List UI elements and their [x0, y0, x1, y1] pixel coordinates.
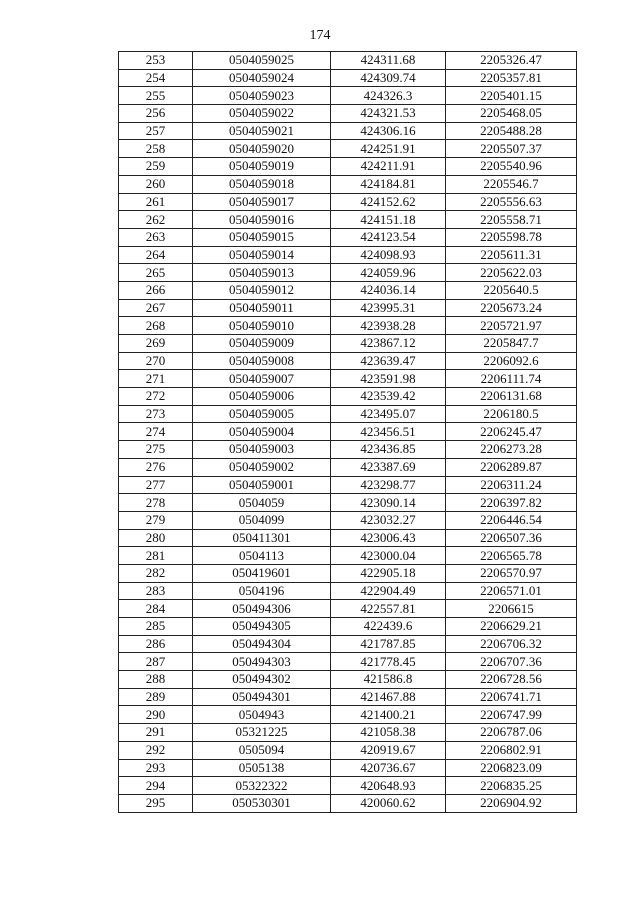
point-number-cell: 269: [119, 335, 193, 353]
point-number-cell: 264: [119, 246, 193, 264]
table-row: [119, 281, 577, 299]
point-code-cell: 0504059014: [193, 246, 331, 264]
y-coordinate-cell: 2206823.09: [446, 759, 577, 777]
table-row: [119, 458, 577, 476]
x-coordinate-cell: 423867.12: [331, 335, 446, 353]
x-coordinate-cell: 420060.62: [331, 794, 446, 812]
point-code-cell: 0504059012: [193, 281, 331, 299]
x-coordinate-cell: 423539.42: [331, 388, 446, 406]
point-number-cell: 270: [119, 352, 193, 370]
point-number-cell: 275: [119, 441, 193, 459]
y-coordinate-cell: 2205540.96: [446, 158, 577, 176]
x-coordinate-cell: 423456.51: [331, 423, 446, 441]
point-number-cell: 284: [119, 600, 193, 618]
point-number-cell: 261: [119, 193, 193, 211]
table-row: [119, 441, 577, 459]
point-number-cell: 280: [119, 529, 193, 547]
point-number-cell: 265: [119, 264, 193, 282]
table-row: [119, 193, 577, 211]
point-code-cell: 0504059024: [193, 69, 331, 87]
table-row: [119, 388, 577, 406]
x-coordinate-cell: 422905.18: [331, 564, 446, 582]
table-row: [119, 299, 577, 317]
point-number-cell: 288: [119, 671, 193, 689]
x-coordinate-cell: 420648.93: [331, 777, 446, 795]
table-row: [119, 476, 577, 494]
point-code-cell: 0504113: [193, 547, 331, 565]
y-coordinate-cell: 2206446.54: [446, 511, 577, 529]
point-code-cell: 0504059013: [193, 264, 331, 282]
x-coordinate-cell: 423006.43: [331, 529, 446, 547]
point-code-cell: 0504059010: [193, 317, 331, 335]
y-coordinate-cell: 2206835.25: [446, 777, 577, 795]
y-coordinate-cell: 2206245.47: [446, 423, 577, 441]
page-number: 174: [309, 28, 331, 43]
y-coordinate-cell: 2206180.5: [446, 405, 577, 423]
point-code-cell: 050494305: [193, 618, 331, 636]
point-number-cell: 257: [119, 122, 193, 140]
y-coordinate-cell: 2205640.5: [446, 281, 577, 299]
x-coordinate-cell: 424251.91: [331, 140, 446, 158]
point-number-cell: 266: [119, 281, 193, 299]
x-coordinate-cell: 424311.68: [331, 52, 446, 70]
point-code-cell: 0504059004: [193, 423, 331, 441]
table-row: [119, 175, 577, 193]
table-row: [119, 352, 577, 370]
x-coordinate-cell: 424098.93: [331, 246, 446, 264]
y-coordinate-cell: 2206273.28: [446, 441, 577, 459]
table-row: [119, 671, 577, 689]
y-coordinate-cell: 2205611.31: [446, 246, 577, 264]
point-number-cell: 287: [119, 653, 193, 671]
table-row: [119, 246, 577, 264]
table-row: [119, 494, 577, 512]
y-coordinate-cell: 2205326.47: [446, 52, 577, 70]
x-coordinate-cell: 423298.77: [331, 476, 446, 494]
point-number-cell: 290: [119, 706, 193, 724]
y-coordinate-cell: 2206131.68: [446, 388, 577, 406]
point-code-cell: 0504943: [193, 706, 331, 724]
point-code-cell: 0504059009: [193, 335, 331, 353]
point-number-cell: 271: [119, 370, 193, 388]
y-coordinate-cell: 2205721.97: [446, 317, 577, 335]
y-coordinate-cell: 2206615: [446, 600, 577, 618]
table-row: [119, 582, 577, 600]
point-number-cell: 254: [119, 69, 193, 87]
table-row: [119, 158, 577, 176]
y-coordinate-cell: 2205598.78: [446, 228, 577, 246]
x-coordinate-cell: 424306.16: [331, 122, 446, 140]
x-coordinate-cell: 423436.85: [331, 441, 446, 459]
coordinates-table-body: [119, 52, 577, 813]
point-code-cell: 050494306: [193, 600, 331, 618]
point-number-cell: 295: [119, 794, 193, 812]
point-number-cell: 259: [119, 158, 193, 176]
point-code-cell: 0504059019: [193, 158, 331, 176]
table-row: [119, 635, 577, 653]
point-number-cell: 273: [119, 405, 193, 423]
x-coordinate-cell: 423000.04: [331, 547, 446, 565]
table-row: [119, 777, 577, 795]
table-row: [119, 529, 577, 547]
table-row: [119, 706, 577, 724]
table-row: [119, 724, 577, 742]
point-number-cell: 255: [119, 87, 193, 105]
y-coordinate-cell: 2205546.7: [446, 175, 577, 193]
point-number-cell: 253: [119, 52, 193, 70]
point-code-cell: 0504059016: [193, 211, 331, 229]
x-coordinate-cell: 422904.49: [331, 582, 446, 600]
x-coordinate-cell: 421467.88: [331, 688, 446, 706]
y-coordinate-cell: 2206728.56: [446, 671, 577, 689]
point-number-cell: 258: [119, 140, 193, 158]
table-row: [119, 370, 577, 388]
x-coordinate-cell: 423639.47: [331, 352, 446, 370]
point-code-cell: 0504059022: [193, 105, 331, 123]
table-row: [119, 688, 577, 706]
x-coordinate-cell: 421778.45: [331, 653, 446, 671]
y-coordinate-cell: 2206706.32: [446, 635, 577, 653]
y-coordinate-cell: 2206289.87: [446, 458, 577, 476]
table-row: [119, 511, 577, 529]
point-number-cell: 282: [119, 564, 193, 582]
point-number-cell: 278: [119, 494, 193, 512]
table-row: [119, 69, 577, 87]
table-row: [119, 122, 577, 140]
point-code-cell: 0504059011: [193, 299, 331, 317]
table-row: [119, 317, 577, 335]
point-code-cell: 0504059006: [193, 388, 331, 406]
point-code-cell: 0504059005: [193, 405, 331, 423]
point-number-cell: 260: [119, 175, 193, 193]
table-row: [119, 335, 577, 353]
x-coordinate-cell: 424036.14: [331, 281, 446, 299]
point-code-cell: 050494302: [193, 671, 331, 689]
x-coordinate-cell: 423995.31: [331, 299, 446, 317]
y-coordinate-cell: 2205673.24: [446, 299, 577, 317]
x-coordinate-cell: 424151.18: [331, 211, 446, 229]
point-code-cell: 0504059017: [193, 193, 331, 211]
point-code-cell: 0504059023: [193, 87, 331, 105]
x-coordinate-cell: 423591.98: [331, 370, 446, 388]
table-row: [119, 211, 577, 229]
point-code-cell: 05322322: [193, 777, 331, 795]
point-code-cell: 0504059001: [193, 476, 331, 494]
table-row: [119, 547, 577, 565]
point-number-cell: 283: [119, 582, 193, 600]
y-coordinate-cell: 2205357.81: [446, 69, 577, 87]
x-coordinate-cell: 423032.27: [331, 511, 446, 529]
x-coordinate-cell: 423495.07: [331, 405, 446, 423]
x-coordinate-cell: 421058.38: [331, 724, 446, 742]
point-code-cell: 050530301: [193, 794, 331, 812]
point-number-cell: 291: [119, 724, 193, 742]
y-coordinate-cell: 2206397.82: [446, 494, 577, 512]
y-coordinate-cell: 2206802.91: [446, 741, 577, 759]
x-coordinate-cell: 421787.85: [331, 635, 446, 653]
y-coordinate-cell: 2206570.97: [446, 564, 577, 582]
point-code-cell: 0504059: [193, 494, 331, 512]
x-coordinate-cell: 424309.74: [331, 69, 446, 87]
point-number-cell: 285: [119, 618, 193, 636]
table-row: [119, 653, 577, 671]
y-coordinate-cell: 2206092.6: [446, 352, 577, 370]
y-coordinate-cell: 2205847.7: [446, 335, 577, 353]
table-row: [119, 618, 577, 636]
table-row: [119, 423, 577, 441]
table-row: [119, 759, 577, 777]
point-number-cell: 277: [119, 476, 193, 494]
x-coordinate-cell: 424184.81: [331, 175, 446, 193]
y-coordinate-cell: 2206565.78: [446, 547, 577, 565]
point-number-cell: 268: [119, 317, 193, 335]
point-code-cell: 0504059002: [193, 458, 331, 476]
point-code-cell: 0504059007: [193, 370, 331, 388]
point-number-cell: 263: [119, 228, 193, 246]
point-code-cell: 050494301: [193, 688, 331, 706]
point-code-cell: 0504059003: [193, 441, 331, 459]
coordinates-table: [118, 51, 577, 813]
point-number-cell: 281: [119, 547, 193, 565]
y-coordinate-cell: 2206787.06: [446, 724, 577, 742]
y-coordinate-cell: 2205558.71: [446, 211, 577, 229]
point-number-cell: 279: [119, 511, 193, 529]
table-row: [119, 405, 577, 423]
table-row: [119, 87, 577, 105]
point-code-cell: 0504059008: [193, 352, 331, 370]
x-coordinate-cell: 421586.8: [331, 671, 446, 689]
x-coordinate-cell: 424211.91: [331, 158, 446, 176]
x-coordinate-cell: 422557.81: [331, 600, 446, 618]
y-coordinate-cell: 2206629.21: [446, 618, 577, 636]
y-coordinate-cell: 2206507.36: [446, 529, 577, 547]
y-coordinate-cell: 2205401.15: [446, 87, 577, 105]
point-number-cell: 276: [119, 458, 193, 476]
x-coordinate-cell: 422439.6: [331, 618, 446, 636]
y-coordinate-cell: 2206747.99: [446, 706, 577, 724]
point-number-cell: 256: [119, 105, 193, 123]
point-code-cell: 0504059015: [193, 228, 331, 246]
y-coordinate-cell: 2206571.01: [446, 582, 577, 600]
point-code-cell: 0504099: [193, 511, 331, 529]
y-coordinate-cell: 2206111.74: [446, 370, 577, 388]
x-coordinate-cell: 423090.14: [331, 494, 446, 512]
point-code-cell: 050494303: [193, 653, 331, 671]
table-row: [119, 140, 577, 158]
point-code-cell: 0505094: [193, 741, 331, 759]
x-coordinate-cell: 420919.67: [331, 741, 446, 759]
y-coordinate-cell: 2205622.03: [446, 264, 577, 282]
point-code-cell: 0505138: [193, 759, 331, 777]
table-row: [119, 105, 577, 123]
point-number-cell: 267: [119, 299, 193, 317]
x-coordinate-cell: 424326.3: [331, 87, 446, 105]
point-code-cell: 050494304: [193, 635, 331, 653]
point-number-cell: 262: [119, 211, 193, 229]
y-coordinate-cell: 2206904.92: [446, 794, 577, 812]
point-code-cell: 0504059025: [193, 52, 331, 70]
point-code-cell: 0504059018: [193, 175, 331, 193]
y-coordinate-cell: 2205488.28: [446, 122, 577, 140]
y-coordinate-cell: 2206311.24: [446, 476, 577, 494]
point-code-cell: 050411301: [193, 529, 331, 547]
table-row: [119, 52, 577, 70]
point-number-cell: 274: [119, 423, 193, 441]
y-coordinate-cell: 2206741.71: [446, 688, 577, 706]
x-coordinate-cell: 424123.54: [331, 228, 446, 246]
point-code-cell: 0504196: [193, 582, 331, 600]
y-coordinate-cell: 2206707.36: [446, 653, 577, 671]
y-coordinate-cell: 2205468.05: [446, 105, 577, 123]
x-coordinate-cell: 423387.69: [331, 458, 446, 476]
x-coordinate-cell: 424152.62: [331, 193, 446, 211]
point-number-cell: 294: [119, 777, 193, 795]
point-number-cell: 286: [119, 635, 193, 653]
point-code-cell: 050419601: [193, 564, 331, 582]
y-coordinate-cell: 2205507.37: [446, 140, 577, 158]
table-row: [119, 564, 577, 582]
point-code-cell: 0504059021: [193, 122, 331, 140]
x-coordinate-cell: 421400.21: [331, 706, 446, 724]
point-code-cell: 05321225: [193, 724, 331, 742]
y-coordinate-cell: 2205556.63: [446, 193, 577, 211]
table-row: [119, 228, 577, 246]
point-number-cell: 289: [119, 688, 193, 706]
x-coordinate-cell: 420736.67: [331, 759, 446, 777]
x-coordinate-cell: 424059.96: [331, 264, 446, 282]
point-number-cell: 292: [119, 741, 193, 759]
table-row: [119, 794, 577, 812]
table-row: [119, 264, 577, 282]
point-code-cell: 0504059020: [193, 140, 331, 158]
table-row: [119, 741, 577, 759]
x-coordinate-cell: 424321.53: [331, 105, 446, 123]
point-number-cell: 272: [119, 388, 193, 406]
x-coordinate-cell: 423938.28: [331, 317, 446, 335]
table-row: [119, 600, 577, 618]
point-number-cell: 293: [119, 759, 193, 777]
